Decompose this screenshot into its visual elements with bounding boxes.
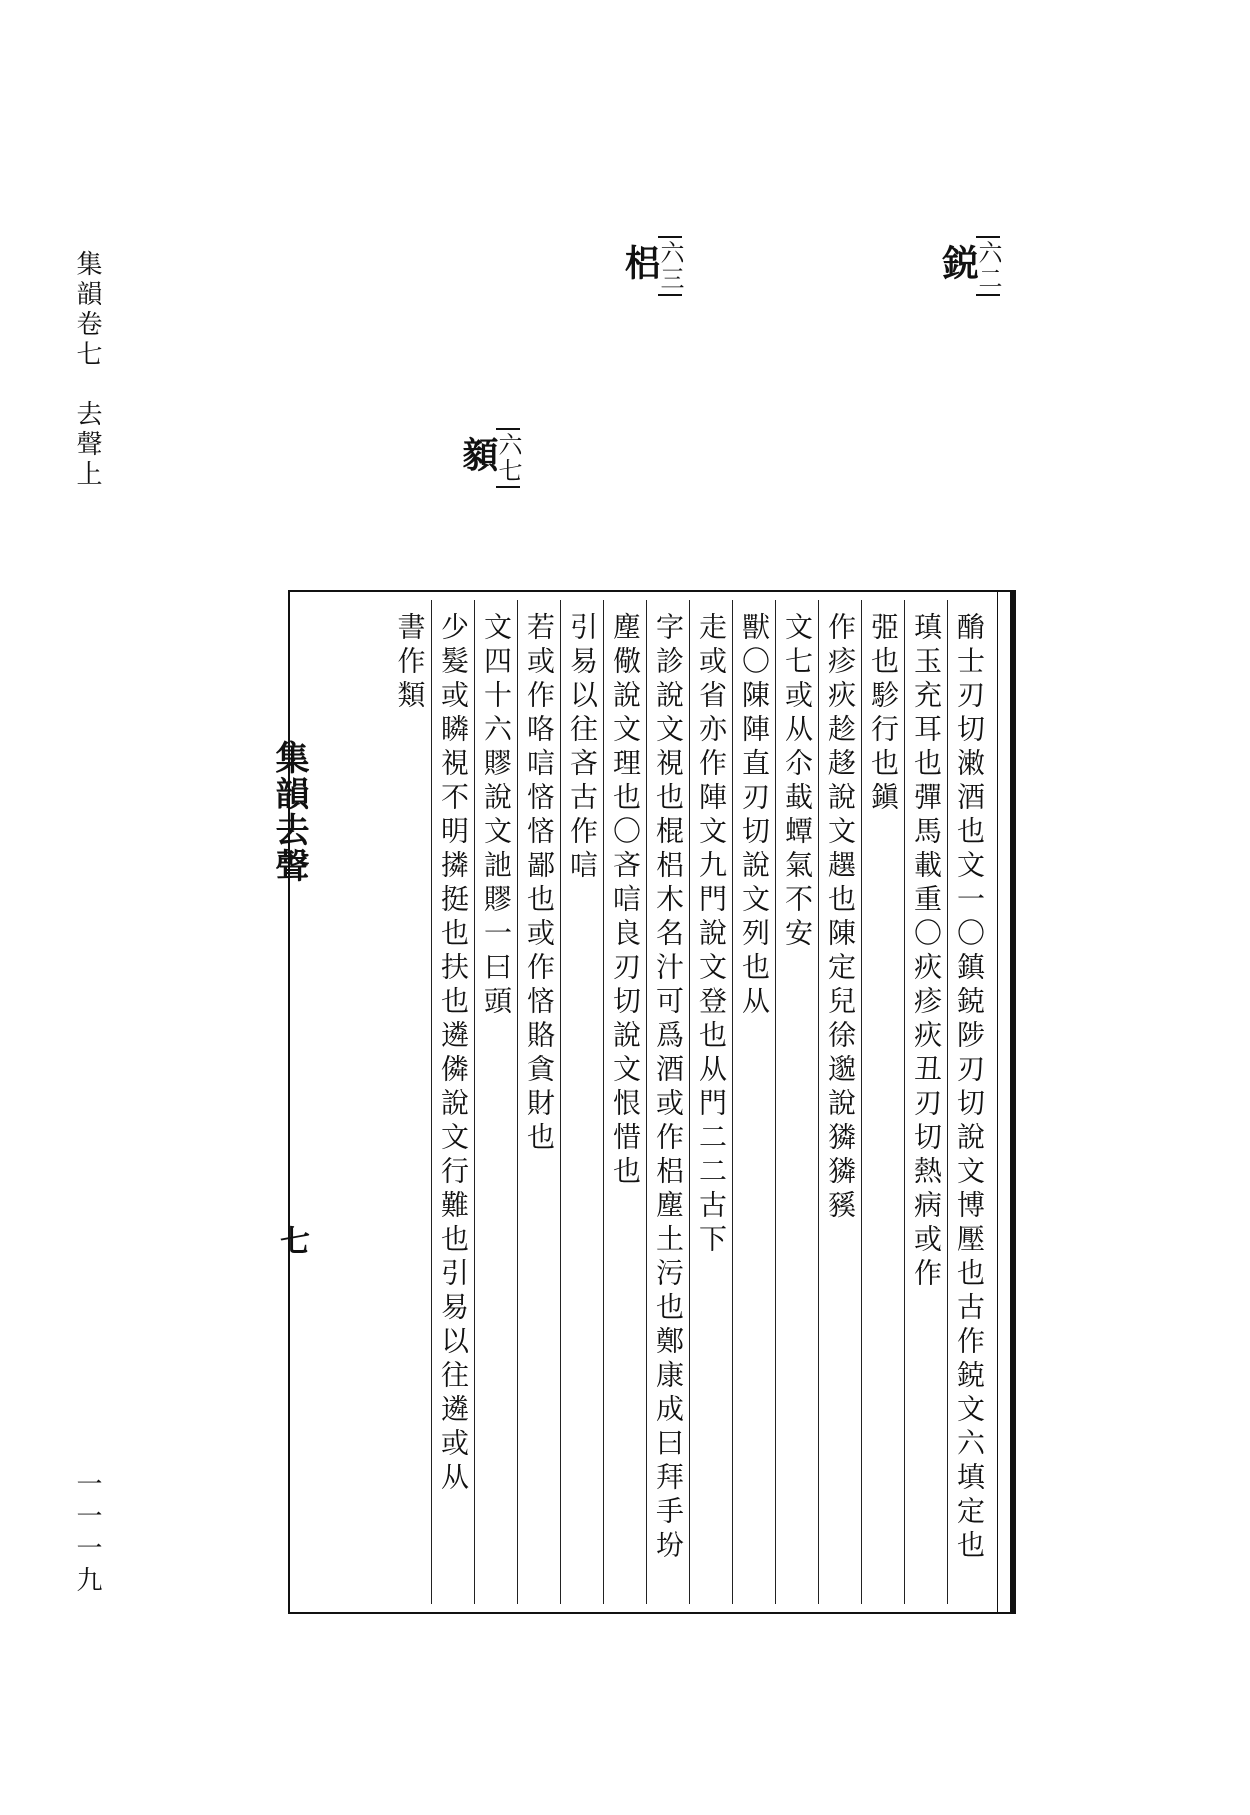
note-tag: 六七 (496, 428, 520, 488)
column-text: 弫也駗行也鎭 (867, 612, 900, 816)
column-text: 書作類 (393, 612, 427, 714)
column-text: 文四十六賿說文訑賿一曰頭 (480, 612, 513, 1020)
column-text: 塵儆說文理也〇吝唁良刃切說文恨惜也 (609, 612, 642, 1190)
column-text: 酳士刃切潄酒也文一〇鎮鋴陟刃切說文博壓也古作鋴文六填定也 (953, 612, 986, 1564)
column-text: 若或作咯唁悋悋鄙也或作悋賂貪財也 (523, 612, 556, 1156)
running-head-title: 集韻卷七 (72, 250, 102, 370)
collation-note-63 (619, 236, 684, 296)
note-tag: 六二 (976, 236, 1000, 296)
text-column (517, 600, 560, 1604)
text-column (689, 600, 732, 1604)
column-text: 走或省亦作陣文九門說文登也从門二二古下 (695, 612, 728, 1258)
text-column (474, 600, 517, 1604)
text-column (646, 600, 689, 1604)
text-column (603, 600, 646, 1604)
text-column (818, 600, 861, 1604)
text-column (904, 600, 947, 1604)
text-column (560, 600, 603, 1604)
text-column (388, 600, 431, 1604)
note-char: 梠 (619, 244, 661, 280)
text-column (861, 600, 904, 1604)
note-char: 顡 (457, 436, 499, 472)
page-number: 一一一九 (72, 1470, 102, 1598)
frame-inner-rule (997, 590, 998, 1614)
note-tag: 六三 (658, 236, 682, 296)
collation-note-62 (937, 236, 1002, 296)
column-text: 獸〇陳陣直刃切說文列也从 (738, 612, 771, 1020)
collation-note-67 (457, 428, 522, 488)
column-text: 字診說文視也棍梠木名汁可爲酒或作梠塵土污也鄭康成曰拜手坋 (652, 612, 685, 1564)
text-column (947, 600, 990, 1604)
column-text: 文七或从尒蛓蟫氣不安 (781, 612, 814, 952)
running-head (74, 250, 100, 490)
column-text: 少髮或瞵視不明撛挺也扶也遴僯說文行難也引易以往遴或从 (437, 612, 470, 1496)
text-columns (300, 600, 990, 1604)
margin-title: 集韻去聲 (269, 740, 309, 884)
column-text: 引易以往吝古作唁 (566, 612, 599, 884)
text-column (732, 600, 775, 1604)
text-column (775, 600, 818, 1604)
running-head-section: 去聲上 (72, 400, 102, 490)
column-text: 作疹疢趁趍說文趩也陳定兒徐邈說獜獜豯 (824, 612, 857, 1224)
note-char: 鋭 (937, 244, 979, 280)
text-column (431, 600, 474, 1604)
column-text: 瑱玉充耳也彈馬載重〇疢疹疢丑刃切熱病或作 (910, 612, 943, 1292)
margin-leaf-number: 七 (274, 1225, 309, 1255)
